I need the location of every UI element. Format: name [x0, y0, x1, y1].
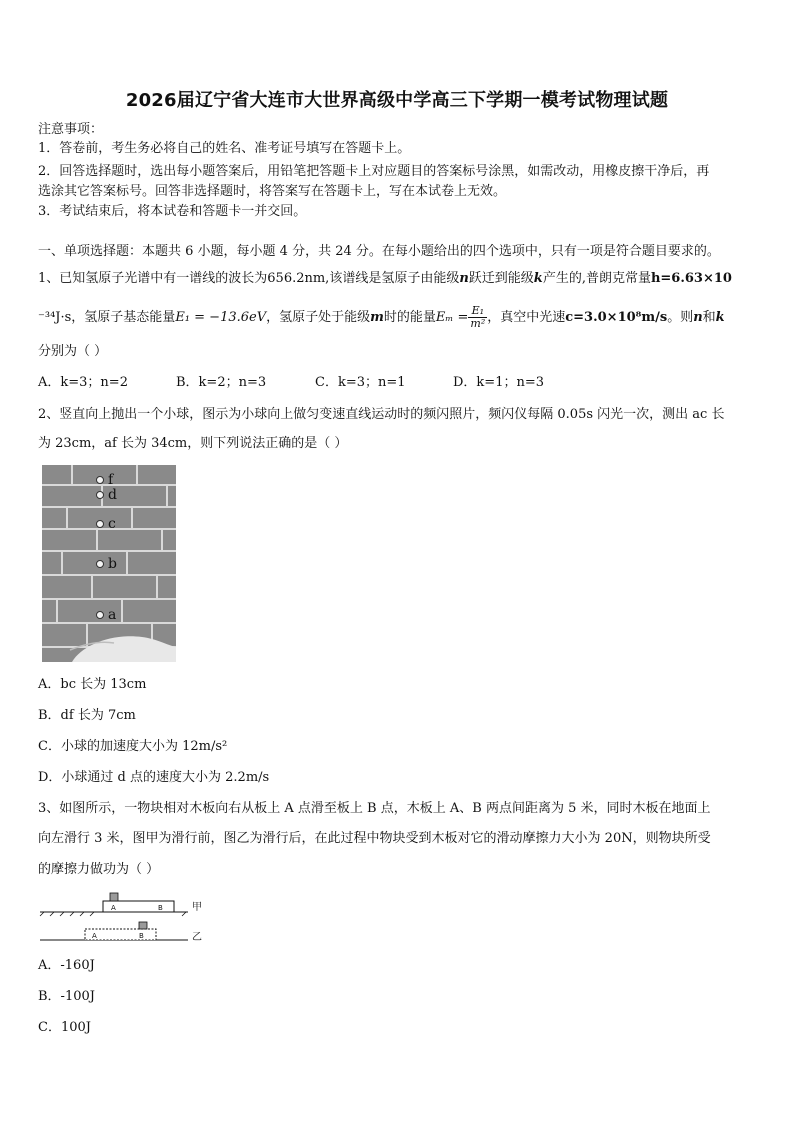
q2-option-b: B．df 长为 7cm — [38, 708, 136, 723]
fraction-numerator: E₁ — [468, 305, 487, 318]
q2-line2: 为 23cm，af 长为 34cm，则下列说法正确的是（ ） — [38, 436, 348, 451]
photo-label-d: d — [108, 487, 117, 503]
point-b-label: B — [139, 932, 144, 940]
q1-var-m: m — [370, 310, 384, 325]
q1-var-n: n — [693, 310, 703, 325]
brick-wall-image — [42, 465, 176, 662]
q1-e1-formula: E₁ = −13.6eV — [175, 310, 267, 325]
notice-item: 2．回答选择题时，选出每小题答案后，用铅笔把答题卡上对应题目的答案标号涂黑，如需改动，用橡皮擦干净后，再 — [38, 164, 710, 179]
q3-option-a: A．-160J — [38, 958, 95, 973]
page-title: 2026届辽宁省大连市大世界高级中学高三下学期一模考试物理试题 — [125, 90, 669, 111]
q3-line2: 向左滑行 3 米，图甲为滑行前，图乙为滑行后，在此过程中物块受到木板对它的滑动摩擦力大小为 20N，则物块所受 — [38, 831, 711, 846]
q1-text: ，真空中光速 — [487, 310, 566, 325]
point-b-label: B — [158, 904, 163, 912]
q1-text: 跃迁到能级 — [468, 271, 534, 286]
notice-item: 1．答卷前，考生务必将自己的姓名、准考证号填写在答题卡上。 — [38, 141, 411, 156]
board-diagram — [36, 890, 226, 946]
strobe-photo — [42, 465, 176, 662]
notice-heading: 注意事项： — [38, 122, 104, 137]
q1-light-speed: c=3.0×10⁸m/s — [565, 310, 668, 325]
q1-text: ，氢原子处于能级 — [266, 310, 371, 325]
q1-text: 时的能量 — [383, 310, 436, 325]
q1-line2 — [38, 305, 725, 330]
fraction-denominator: m² — [470, 317, 486, 330]
q1-option-b: B．k=2；n=3 — [176, 375, 267, 390]
q2-option-c: C．小球的加速度大小为 12m/s² — [38, 739, 228, 754]
q3-option-c: C．100J — [38, 1020, 91, 1035]
q1-line3: 分别为（ ） — [38, 344, 108, 359]
sliding-block-figure — [36, 890, 226, 946]
q2-option-d: D．小球通过 d 点的速度大小为 2.2m/s — [38, 770, 270, 785]
q1-em-lhs: Eₘ = — [435, 310, 469, 325]
q1-planck: h=6.63×10 — [650, 271, 732, 286]
q2-option-a: A．bc 长为 13cm — [38, 677, 147, 692]
photo-label-c: c — [108, 516, 116, 532]
photo-label-f: f — [108, 472, 114, 488]
q1-var-k: k — [715, 310, 725, 325]
notice-item: 3．考试结束后，将本试卷和答题卡一并交回。 — [38, 204, 307, 219]
point-a-label: A — [111, 904, 116, 912]
notice-item: 选涂其它答案标号。回答非选择题时，将答案写在答题卡上，写在本试卷上无效。 — [38, 184, 507, 199]
q1-option-a: A．k=3；n=2 — [38, 375, 128, 390]
q1-option-c: C．k=3；n=1 — [315, 375, 406, 390]
q1-var-k: k — [533, 271, 543, 286]
photo-label-b: b — [108, 556, 117, 572]
q1-em-fraction — [468, 305, 487, 330]
figure-jia-label: 甲 — [192, 902, 202, 913]
q1-text: 1、已知氢原子光谱中有一谱线的波长为656.2nm,该谱线是氢原子由能级 — [38, 271, 460, 286]
section-heading: 一、单项选择题：本题共 6 小题，每小题 4 分，共 24 分。在每小题给出的四个选项中，只有一项是符合题目要求的。 — [38, 244, 720, 259]
figure-yi-label: 乙 — [192, 932, 202, 943]
q1-option-d: D．k=1；n=3 — [453, 375, 545, 390]
q3-line1: 3、如图所示，一物块相对木板向右从板上 A 点滑至板上 B 点，木板上 A、B 两点间距离为 5 米，同时木板在地面上 — [38, 801, 711, 816]
photo-label-a: a — [108, 607, 117, 623]
point-a-label: A — [92, 932, 97, 940]
q1-text: ⁻³⁴J·s，氢原子基态能量 — [38, 310, 176, 325]
q1-text: 产生的,普朗克常量 — [542, 271, 651, 286]
q1-var-n: n — [459, 271, 469, 286]
q3-line3: 的摩擦力做功为（ ） — [38, 862, 160, 877]
q2-line1: 2、竖直向上抛出一个小球，图示为小球向上做匀变速直线运动时的频闪照片，频闪仪每隔 0.05s 闪光一次，测出 ac 长 — [38, 407, 725, 422]
q1-line1 — [38, 270, 732, 288]
q1-text: 。则 — [667, 310, 694, 325]
q1-text: 和 — [702, 310, 716, 325]
q3-option-b: B．-100J — [38, 989, 95, 1004]
